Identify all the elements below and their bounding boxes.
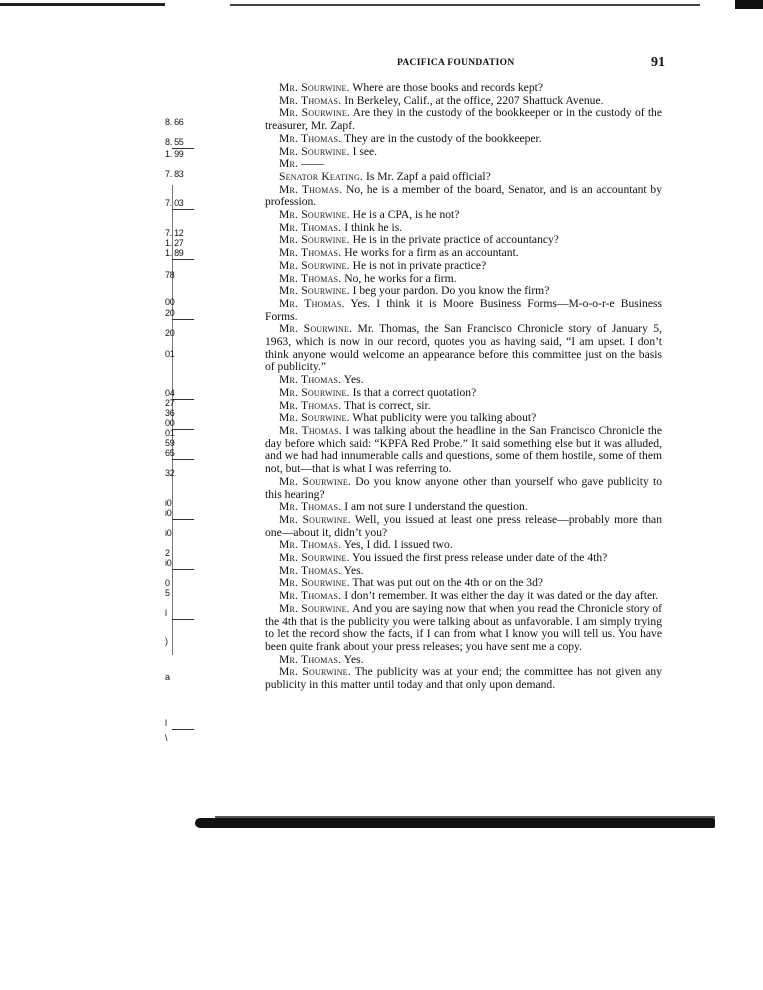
speaker-name: Mr. Thomas. — [279, 271, 342, 285]
gutter-number: 27 — [165, 398, 175, 408]
speaker-name: Mr. Thomas. — [279, 398, 342, 412]
speaker-name: Mr. Sourwine. — [279, 144, 350, 158]
gutter-number: 65 — [165, 448, 175, 458]
gutter-number: 7. 83 — [165, 169, 184, 179]
transcript-paragraph — [265, 107, 662, 132]
speaker-name: Mr. Sourwine. — [279, 512, 351, 526]
gutter-number: 7. 12 — [165, 228, 184, 238]
gutter-number: l — [165, 608, 167, 618]
gutter-number: 78 — [165, 270, 175, 280]
speaker-name: Mr. Thomas. — [279, 423, 342, 437]
gutter-number: a — [165, 672, 170, 682]
speaker-name: Mr. Sourwine. — [279, 576, 350, 590]
speaker-name: Mr. Thomas. — [279, 563, 342, 577]
speech-text: They are in the custody of the bookkeeper. — [341, 131, 542, 145]
speech-text: Yes. — [341, 563, 364, 577]
speech-text: I was talking about the headline in the San Francisco Chronicle the day before which said: “KPFA Red Probe.” It said something else but it was alluded, and we had had innumerable calls and questions, some of them hostile, some of them not, but—that is what I was referring to. — [265, 423, 662, 476]
speaker-name: Mr. Sourwine. — [279, 81, 350, 94]
speaker-name: Mr. Thomas. — [279, 246, 342, 260]
speech-text: Yes. — [341, 652, 364, 666]
speech-text: He is in the private practice of accountancy? — [349, 233, 559, 247]
running-head: PACIFICA FOUNDATION — [397, 58, 515, 68]
speaker-name: Mr. Sourwine. — [279, 665, 351, 679]
transcript-body — [265, 82, 662, 692]
transcript-paragraph — [265, 184, 662, 209]
speech-text: Is that a correct quotation? — [349, 385, 477, 399]
speaker-name: Senator Keating. — [279, 169, 364, 183]
top-edge-line-left — [0, 3, 165, 6]
speech-text: I am not sure I understand the question. — [341, 500, 528, 514]
speaker-name: Mr. Thomas. — [279, 182, 343, 196]
gutter-number: i0 — [165, 498, 172, 508]
speech-text: That was put out on the 4th or on the 3d? — [349, 576, 544, 590]
gutter-number: 32 — [165, 468, 175, 478]
transcript-paragraph — [265, 323, 662, 374]
speaker-name: Mr. Thomas. — [279, 538, 342, 552]
speech-text: You issued the first press release under date of the 4th? — [349, 551, 608, 565]
gutter-number: 1. 89 — [165, 248, 184, 258]
speech-text: In Berkeley, Calif., at the office, 2207 Shattuck Avenue. — [341, 93, 604, 107]
speaker-name: Mr. Sourwine. — [279, 258, 350, 272]
gutter-number: 1. 99 — [165, 149, 184, 159]
gutter-number: i0 — [165, 528, 172, 538]
gutter-tick — [172, 209, 194, 210]
speaker-name: Mr. Thomas. — [279, 652, 342, 666]
speech-text: —— — [298, 157, 325, 171]
speaker-name: Mr. Sourwine. — [279, 601, 350, 615]
gutter-number: 8. 55 — [165, 137, 184, 147]
gutter-number: 01 — [165, 428, 175, 438]
transcript-paragraph — [265, 146, 662, 159]
speaker-name: Mr. Sourwine. — [279, 551, 350, 565]
speaker-name: Mr. Thomas. — [279, 93, 342, 107]
gutter-number: i0 — [165, 558, 172, 568]
gutter-number: 5 — [165, 588, 170, 598]
speaker-name: Mr. Sourwine. — [279, 322, 353, 336]
gutter-number: 00 — [165, 297, 175, 307]
transcript-paragraph — [265, 666, 662, 691]
speech-text: Well, you issued at least one press release—probably more than one—about it, didn’t you? — [265, 512, 662, 539]
speech-text: I beg your pardon. Do you know the firm? — [349, 284, 550, 298]
page-header — [265, 56, 665, 70]
speech-text: And you are saying now that when you read the Chronicle story of the 4th that is the publicity you were talking about as unfavorable. I am simply trying to let the record show the facts, if I can from what I know you will tell us. You have been quite frank about your press releases; you have sent me a copy. — [265, 601, 663, 653]
gutter-tick — [172, 519, 194, 520]
speech-text: I don’t remember. It was either the day it was dated or the day after. — [341, 589, 659, 603]
speech-text: I see. — [349, 144, 378, 158]
speech-text: He is a CPA, is he not? — [349, 208, 460, 222]
speech-text: He works for a firm as an accountant. — [341, 246, 519, 260]
speaker-name: Mr. Thomas. — [279, 296, 345, 310]
top-edge-line-middle — [230, 4, 700, 6]
speech-text: No, he is a member of the board, Senator, and is an accountant by profession. — [265, 182, 662, 209]
speaker-name: Mr. — [279, 157, 299, 171]
page-number: 91 — [651, 55, 665, 70]
speech-text: Are they in the custody of the bookkeeper or in the custody of the treasurer, Mr. Zapf. — [265, 106, 663, 133]
gutter-tick — [172, 319, 194, 320]
gutter-number: 04 — [165, 388, 175, 398]
gutter-tick — [172, 399, 194, 400]
gutter-number: ) — [165, 636, 168, 646]
gutter-number: 20 — [165, 328, 175, 338]
gutter-tick — [172, 459, 194, 460]
speaker-name: Mr. Thomas. — [279, 589, 342, 603]
speaker-name: Mr. Thomas. — [279, 220, 342, 234]
gutter-number: 20 — [165, 308, 175, 318]
speaker-name: Mr. Thomas. — [279, 500, 342, 514]
speech-text: No, he works for a firm. — [341, 271, 457, 285]
speaker-name: Mr. Sourwine. — [279, 284, 350, 298]
speech-text: The publicity was at your end; the committee has not given any publicity in this matter until today and that only upon demand. — [265, 665, 662, 692]
speech-text: Is Mr. Zapf a paid official? — [363, 169, 491, 183]
speaker-name: Mr. Sourwine. — [279, 208, 350, 222]
gutter-tick — [172, 259, 194, 260]
bottom-edge-bar — [195, 818, 715, 828]
gutter-number: 59 — [165, 438, 175, 448]
transcript-paragraph — [265, 603, 662, 654]
gutter-number: \ — [165, 733, 168, 743]
speech-text: Mr. Thomas, the San Francisco Chronicle story of January 5, 1963, which is now in our record, quotes you as having said, “I am upset. I don’t think anyone would welcome an appearance before this committee just on the basis of publicity.” — [265, 322, 662, 374]
gutter-number: l — [165, 718, 167, 728]
gutter-tick — [172, 619, 194, 620]
transcript-paragraph — [265, 425, 662, 476]
speaker-name: Mr. Sourwine. — [279, 474, 352, 488]
top-scan-edge — [0, 0, 763, 7]
gutter-number: i0 — [165, 508, 172, 518]
top-edge-block-right — [735, 0, 763, 9]
gutter-number: 36 — [165, 408, 175, 418]
gutter-number: 01 — [165, 349, 175, 359]
speech-text: Do you know anyone other than yourself who gave publicity to this hearing? — [265, 474, 663, 501]
gutter-tick — [172, 569, 194, 570]
transcript-paragraph — [265, 476, 662, 501]
speaker-name: Mr. Sourwine. — [279, 385, 350, 399]
speech-text: Yes. I think it is Moore Business Forms—M-o-o-r-e Business Forms. — [265, 296, 662, 323]
speech-text: He is not in private practice? — [349, 258, 487, 272]
speech-text: Where are those books and records kept? — [349, 81, 543, 94]
speech-text: I think he is. — [341, 220, 403, 234]
gutter-number: 1. 27 — [165, 238, 184, 248]
gutter-number: 7. 03 — [165, 198, 184, 208]
speaker-name: Mr. Sourwine. — [279, 411, 350, 425]
transcript-paragraph — [265, 514, 662, 539]
speech-text: Yes. — [341, 373, 364, 387]
gutter-tick — [172, 429, 194, 430]
speech-text: What publicity were you talking about? — [349, 411, 537, 425]
gutter-number: 8. 66 — [165, 117, 184, 127]
bottom-scan-edge — [195, 816, 715, 829]
gutter-tick — [172, 729, 194, 730]
speaker-name: Mr. Sourwine. — [279, 106, 351, 120]
speech-text: That is correct, sir. — [341, 398, 431, 412]
speaker-name: Mr. Thomas. — [279, 373, 342, 387]
speech-text: Yes, I did. I issued two. — [341, 538, 453, 552]
speaker-name: Mr. Thomas. — [279, 131, 342, 145]
transcript-paragraph — [265, 298, 662, 323]
speaker-name: Mr. Sourwine. — [279, 233, 350, 247]
gutter-number: 0 — [165, 578, 170, 588]
gutter-number: 00 — [165, 418, 175, 428]
gutter-number: 2 — [165, 548, 170, 558]
